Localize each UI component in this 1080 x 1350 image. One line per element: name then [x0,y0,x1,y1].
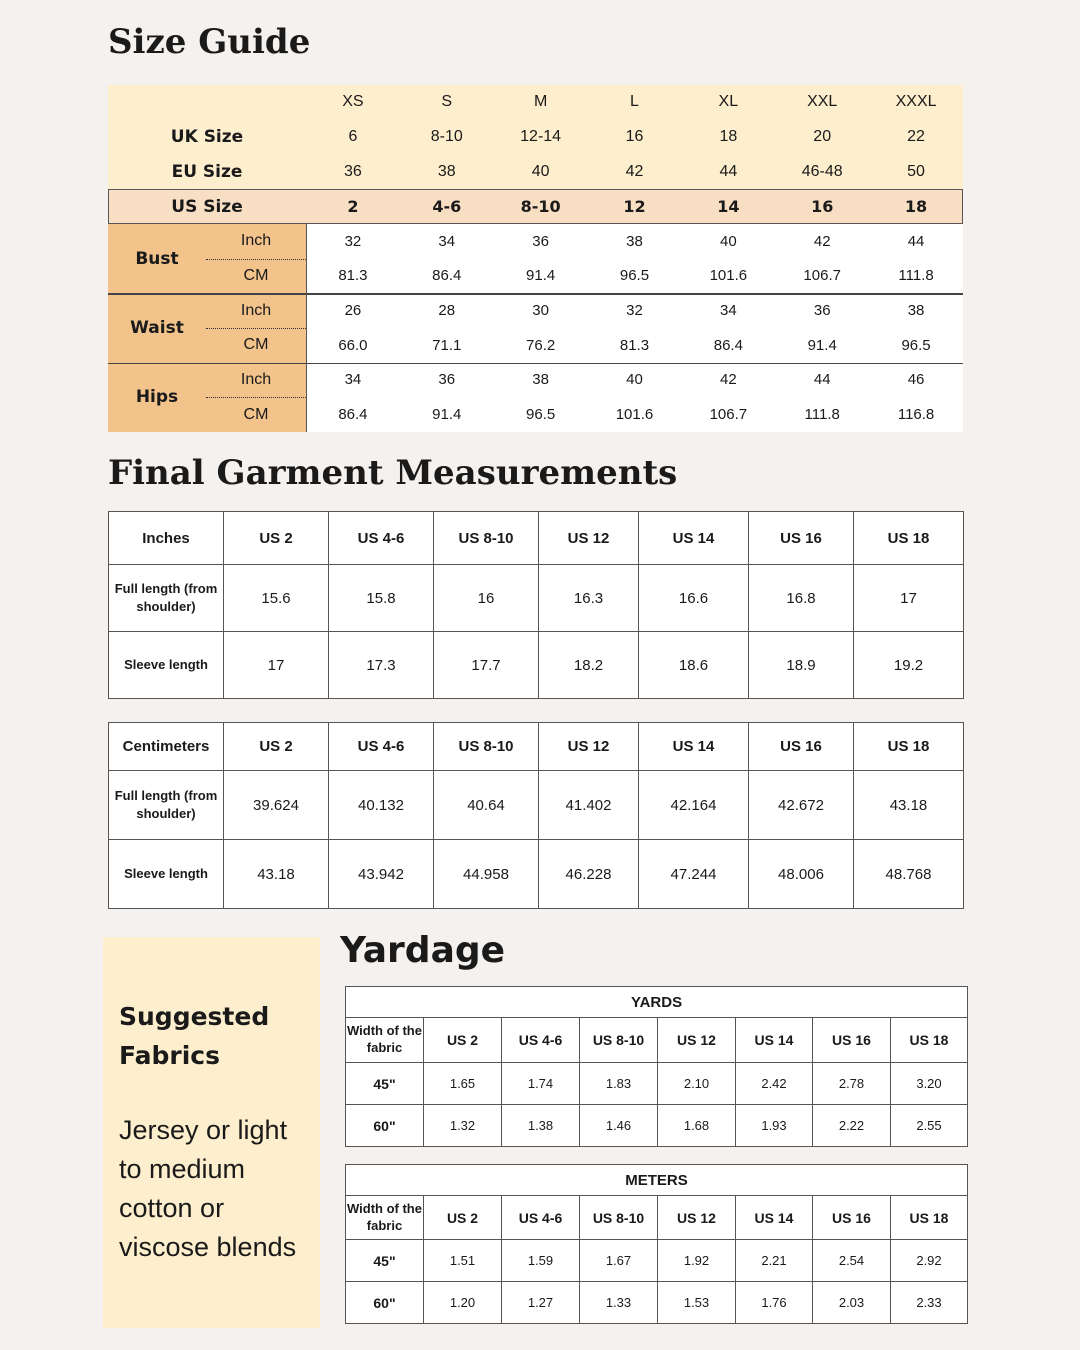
cell-value: 1.20 [424,1282,502,1324]
uk-label: UK Size [170,126,244,147]
measure-inch-value: 42 [720,371,737,389]
cell-value: 1.38 [502,1105,580,1147]
cell-value: 17.7 [434,632,539,699]
measure-cm-value: 116.8 [897,406,935,424]
cell-value: 17 [854,565,964,632]
measure-cm-value: 91.4 [526,267,556,285]
table-row [346,1063,968,1105]
measure-cm-value: 106.7 [709,406,748,424]
measure-inch-value: 40 [720,232,737,250]
cell-value: 42.164 [639,771,749,840]
unit-header: Inches [109,512,224,565]
column-header: US 18 [854,723,964,771]
column-header: US 8-10 [434,512,539,565]
cell-value: 1.32 [424,1105,502,1147]
cell-value: 19.2 [854,632,964,699]
cell-value: 48.768 [854,840,964,909]
cell-value: 2.92 [891,1240,968,1282]
uk-value: 22 [907,127,925,145]
cell-value: 16.3 [539,565,639,632]
cell-value: 1.74 [502,1063,580,1105]
measure-inch-value: 36 [813,302,831,320]
cell-value: 2.03 [813,1282,891,1324]
measure-cm-value: 86.4 [713,336,743,354]
sizes-value: L [630,93,639,110]
column-header: US 8-10 [580,1196,658,1240]
cell-value: 1.93 [736,1105,813,1147]
cell-value: 43.18 [224,840,329,909]
us-value: 12 [623,197,646,216]
sizes-value: XS [342,93,364,110]
unit-inch: Inch [240,370,272,388]
measure-inch-value: 44 [907,232,925,250]
final-centimeters-table [108,722,964,909]
measure-cm-value: 86.4 [338,406,368,424]
column-header: US 2 [224,512,329,565]
cell-value: 43.18 [854,771,964,840]
cell-value: 1.76 [736,1282,813,1324]
column-header: US 8-10 [580,1018,658,1063]
row-label: Full length (from shoulder) [109,565,224,632]
row-label: Full length (from shoulder) [109,771,224,840]
cell-value: 47.244 [639,840,749,909]
cell-value: 46.228 [539,840,639,909]
unit-header: Centimeters [109,723,224,771]
measure-cm-value: 101.6 [615,406,654,424]
measure-cm-value: 81.3 [619,336,650,354]
cell-value: 16.6 [639,565,749,632]
column-header: US 16 [749,723,854,771]
column-header: US 14 [639,512,749,565]
sizes-value: XXXL [895,93,937,110]
measure-inch-value: 38 [626,232,643,250]
column-header: US 12 [539,723,639,771]
column-header: US 16 [813,1018,891,1063]
yardage-meters-table [345,1164,968,1324]
cell-value: 2.54 [813,1240,891,1282]
eu-value: 50 [907,162,925,180]
measure-cm-value: 106.7 [803,267,841,285]
row-label: Sleeve length [109,632,224,699]
cell-value: 1.33 [580,1282,658,1324]
row-label: 45" [346,1063,424,1105]
yardage-title: Yardage [340,930,506,971]
cell-value: 2.42 [736,1063,813,1105]
column-header: US 2 [224,723,329,771]
width-label: Width of the fabric [346,1196,424,1240]
row-label: 45" [346,1240,424,1282]
cell-value: 39.624 [224,771,329,840]
eu-value: 38 [437,162,456,180]
measure-cm-value: 111.8 [898,267,934,285]
measure-cm-value: 91.4 [807,336,837,354]
us-label: US Size [171,196,243,217]
cell-value: 44.958 [434,840,539,909]
cell-value: 1.27 [502,1282,580,1324]
column-header: US 4-6 [329,723,434,771]
header-row [109,512,964,565]
measure-label: Waist [130,317,184,338]
measure-cm-value: 111.8 [804,406,840,424]
us-value: 18 [904,197,928,216]
column-header: US 14 [639,723,749,771]
measure-inch-value: 34 [720,302,737,320]
table-row [346,1240,968,1282]
measure-cm-value: 66.0 [338,336,368,354]
sizes-value: S [441,93,453,110]
measure-cm-value: 101.6 [709,267,748,285]
cell-value: 18.6 [639,632,749,699]
row-label: Sleeve length [109,840,224,909]
table-caption: METERS [346,1165,968,1196]
sizes-value: M [533,93,548,110]
cell-value: 43.942 [329,840,434,909]
row-label: 60" [346,1105,424,1147]
cell-value: 1.92 [658,1240,736,1282]
us-value: 16 [811,197,834,216]
column-header: US 8-10 [434,723,539,771]
us-value: 4-6 [432,197,462,216]
measure-inch-value: 38 [532,371,549,389]
cell-value: 18.2 [539,632,639,699]
measure-cm-value: 76.2 [526,336,556,354]
cell-value: 1.83 [580,1063,658,1105]
column-header: US 2 [424,1018,502,1063]
cell-value: 40.64 [434,771,539,840]
table-row [109,565,964,632]
measure-cm-value: 96.5 [526,406,556,424]
measure-inch-value: 38 [907,302,925,320]
header-row [346,1018,968,1063]
cell-value: 15.6 [224,565,329,632]
cell-value: 48.006 [749,840,854,909]
measure-inch-value: 42 [813,232,831,250]
table-caption: YARDS [346,987,968,1018]
measure-inch-value: 32 [344,232,362,250]
measure-inch-value: 46 [907,371,925,389]
header-row [346,1196,968,1240]
header-row [109,723,964,771]
measure-inch-value: 36 [438,371,456,389]
fabrics-title: Suggested Fabrics [119,1002,270,1070]
cell-value: 2.22 [813,1105,891,1147]
caption-row [346,987,968,1018]
sizes-value: XL [718,93,739,110]
measure-cm-value: 91.4 [432,406,462,424]
uk-value: 12-14 [520,127,562,145]
measure-inch-value: 34 [344,371,362,389]
cell-value: 1.68 [658,1105,736,1147]
unit-inch: Inch [240,232,272,250]
measure-inch-value: 26 [344,302,362,320]
cell-value: 1.51 [424,1240,502,1282]
table-row [346,1282,968,1324]
table-row [109,771,964,840]
cell-value: 1.67 [580,1240,658,1282]
unit-inch: Inch [240,301,272,319]
unit-cm: CM [243,336,269,354]
cell-value: 16.8 [749,565,854,632]
size-guide-table [108,85,963,432]
cell-value: 1.46 [580,1105,658,1147]
eu-value: 44 [719,162,738,180]
column-header: US 4-6 [329,512,434,565]
measure-label: Hips [135,387,179,408]
sizes-value: XXL [807,93,838,110]
cell-value: 18.9 [749,632,854,699]
cell-value: 42.672 [749,771,854,840]
fabrics-text: Jersey or light to medium cotton or viscose blends [119,1115,297,1262]
uk-value: 16 [625,127,644,145]
eu-value: 36 [344,162,362,180]
cell-value: 2.21 [736,1240,813,1282]
cell-value: 2.55 [891,1105,968,1147]
measure-cm-value: 81.3 [338,267,368,285]
size-guide-title: Size Guide [108,22,311,62]
us-value: 8-10 [520,197,561,216]
cell-value: 1.65 [424,1063,502,1105]
measure-inch-value: 34 [438,232,456,250]
table-row [346,1105,968,1147]
cell-value: 16 [434,565,539,632]
column-header: US 14 [736,1196,813,1240]
measure-cm-value: 86.4 [432,267,462,285]
measure-inch-value: 44 [813,371,831,389]
column-header: US 18 [854,512,964,565]
cell-value: 1.53 [658,1282,736,1324]
cell-value: 3.20 [891,1063,968,1105]
us-value: 2 [347,197,359,216]
cell-value: 17.3 [329,632,434,699]
table-row [109,632,964,699]
final-inches-table [108,511,964,699]
cell-value: 2.10 [658,1063,736,1105]
uk-value: 18 [719,127,738,145]
cell-value: 17 [224,632,329,699]
measure-cm-value: 96.5 [619,267,650,285]
cell-value: 40.132 [329,771,434,840]
column-header: US 4-6 [502,1196,580,1240]
measure-label: Bust [135,248,179,269]
measure-cm-value: 71.1 [432,336,462,354]
measure-cm-value: 96.5 [901,336,931,354]
column-header: US 4-6 [502,1018,580,1063]
column-header: US 12 [539,512,639,565]
unit-cm: CM [243,266,269,284]
column-header: US 14 [736,1018,813,1063]
column-header: US 16 [813,1196,891,1240]
uk-value: 8-10 [430,127,463,145]
final-measurements-title: Final Garment Measurements [108,453,678,493]
measure-inch-value: 36 [532,232,549,250]
unit-cm: CM [243,405,269,423]
column-header: US 2 [424,1196,502,1240]
measure-inch-value: 40 [626,371,643,389]
table-row [109,840,964,909]
suggested-fabrics-panel [103,937,320,1328]
measure-inch-value: 30 [532,302,549,320]
caption-row [346,1165,968,1196]
measure-inch-value: 32 [626,302,643,320]
cell-value: 2.78 [813,1063,891,1105]
column-header: US 18 [891,1018,968,1063]
eu-value: 40 [531,162,550,180]
row-label: 60" [346,1282,424,1324]
measure-inch-value: 28 [438,302,456,320]
eu-label: EU Size [171,161,243,182]
eu-value: 46-48 [801,162,843,180]
column-header: US 12 [658,1196,736,1240]
cell-value: 2.33 [891,1282,968,1324]
width-label: Width of the fabric [346,1018,424,1063]
eu-value: 42 [625,162,644,180]
column-header: US 18 [891,1196,968,1240]
uk-value: 20 [813,127,832,145]
column-header: US 16 [749,512,854,565]
cell-value: 1.59 [502,1240,580,1282]
column-header: US 12 [658,1018,736,1063]
cell-value: 15.8 [329,565,434,632]
uk-value: 6 [348,127,358,145]
yardage-yards-table [345,986,968,1147]
cell-value: 41.402 [539,771,639,840]
us-value: 14 [717,197,740,216]
